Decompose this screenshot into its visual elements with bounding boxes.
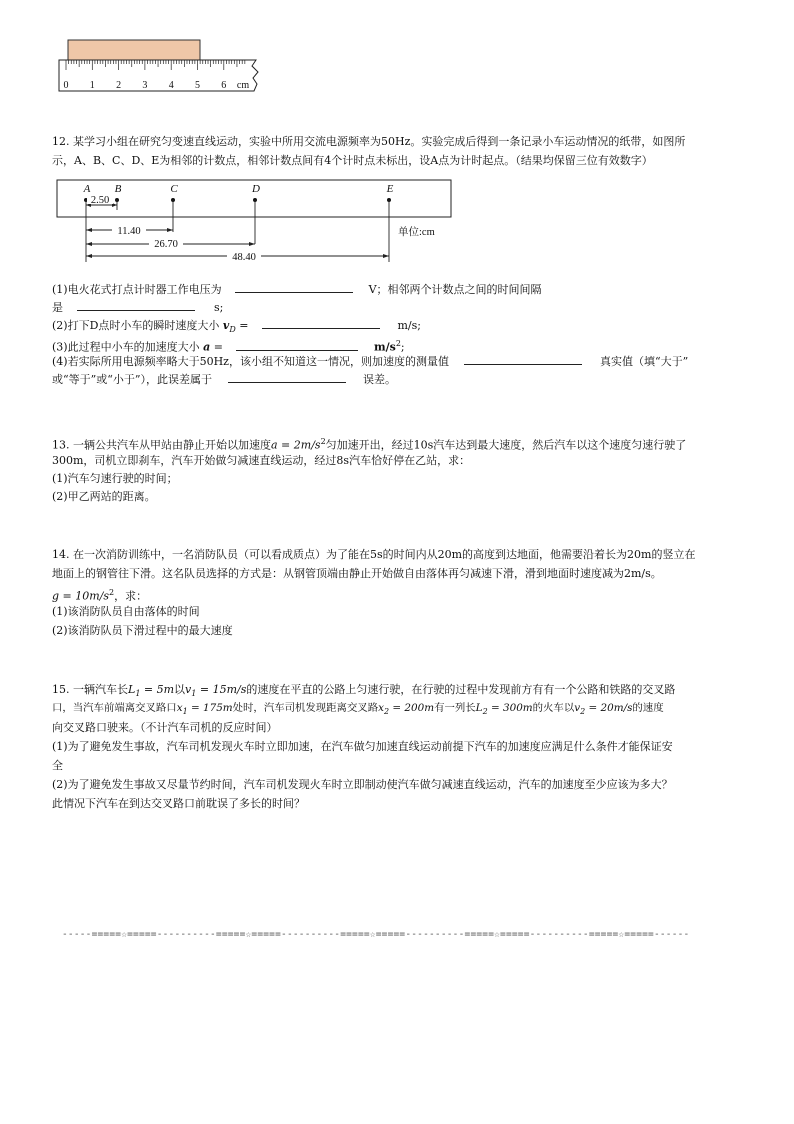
q12-sub3-end: ; xyxy=(400,340,405,354)
ruler-label-5: 5 xyxy=(195,80,200,91)
q15-L1-sub: 1 xyxy=(135,689,141,699)
q12-blank-comparison[interactable] xyxy=(464,352,582,365)
q12-sub1-line xyxy=(52,280,542,299)
arrow-AC-right xyxy=(167,228,173,232)
q15-x2-val: = 200m xyxy=(389,702,435,714)
q15-x2: x xyxy=(378,702,384,714)
q12-sub4-text: (4)若实际所用电源频率略大于50Hz，该小组不知道这一情况，则加速度的测量值 xyxy=(52,355,449,368)
page-separator: -----=====☆=====----------=====☆=====----------=====☆=====----------=====☆=====----------=====☆=====------ xyxy=(62,929,690,940)
q14-line-1: 14. 在一次消防训练中，一名消防队员（可以看成质点）为了能在5s的时间内从20m的高度到达地面，他需要沿着长为20m的竖立在 xyxy=(52,548,696,561)
q15-part-2: (2)为了避免发生事故又尽量节约时间，汽车司机发现火车时立即制动使汽车做匀减速直线运动，汽车的加速度至少应该为多大？ xyxy=(52,778,673,791)
distance-AE: 48.40 xyxy=(232,252,256,263)
ruler-unit: cm xyxy=(236,80,250,91)
q12-sub1-text-b: V；相邻两个计数点之间的时间间隔 xyxy=(368,283,542,296)
q15-part-2-cont: 此情况下汽车在到达交叉路口前耽误了多长的时间？ xyxy=(52,797,305,810)
q15-v1: v xyxy=(185,683,192,696)
q12-sub1-line-2 xyxy=(52,298,223,317)
q12-sub2-subscript: D xyxy=(229,325,236,335)
q15-L2-sub: 2 xyxy=(482,707,488,717)
tape-point-A-label: A xyxy=(83,183,91,195)
q15-text-1b: 以 xyxy=(174,683,186,696)
q12-sub2-eq: = xyxy=(239,319,249,332)
q15-text-1a: 15. 一辆汽车长 xyxy=(52,683,128,696)
tape-point-C-label: C xyxy=(170,183,178,195)
q15-text-2b: 处时，汽车司机发现距离交叉路 xyxy=(232,702,379,714)
q14-part-1: (1)该消防队员自由落体的时间 xyxy=(52,605,200,618)
q14-math-sup: 2 xyxy=(109,588,115,597)
q12-sub1-text: (1)电火花式打点计时器工作电压为 xyxy=(52,283,222,296)
distance-AB: 2.50 xyxy=(90,195,110,206)
measured-block xyxy=(68,40,200,60)
q12-blank-acceleration[interactable] xyxy=(236,338,358,351)
q15-v2: v xyxy=(574,702,581,714)
ruler-figure xyxy=(58,38,268,96)
tape-point-B-label: B xyxy=(114,183,122,195)
tape-point-D-label: D xyxy=(252,183,260,195)
q15-v1-sub: 1 xyxy=(191,689,197,699)
q15-x1-val: = 175m xyxy=(187,702,233,714)
q12-sub3-text: (3)此过程中小车的加速度大小 xyxy=(52,340,200,354)
tape-point-E-label: E xyxy=(386,183,394,195)
q12-stem-line-1: 12. 某学习小组在研究匀变速直线运动，实验中所用交流电源频率为50Hz。实验完成后得到一条记录小车运动情况的纸带，如图所 xyxy=(52,135,686,148)
ruler-label-4: 4 xyxy=(168,80,174,91)
q15-L1-val: = 5m xyxy=(140,683,175,696)
q13-text-b: 匀加速开出，经过10s汽车达到最大速度，然后汽车以这个速度匀速行驶了 xyxy=(325,438,687,452)
q15-L2: L xyxy=(475,702,483,714)
q12-sub2-text: (2)打下D点时小车的瞬时速度大小 xyxy=(52,319,220,332)
q12-sub2-var: v xyxy=(222,319,230,332)
q12-blank-error-type[interactable] xyxy=(228,370,346,383)
q15-line-3: 向交叉路口驶来。（不计汽车司机的反应时间） xyxy=(52,721,278,734)
q15-text-2c: 有一列长 xyxy=(434,702,476,714)
q12-blank-velocity-D[interactable] xyxy=(262,316,380,329)
q12-sub3-unit-sup: 2 xyxy=(395,339,401,348)
q12-sub4-line-2 xyxy=(52,370,396,389)
distance-AD: 26.70 xyxy=(154,239,178,250)
q15-text-2a: 口，当汽车前端离交叉路口 xyxy=(52,702,177,714)
q12-stem-line-2: 示，A、B、C、D、E为相邻的计数点，相邻计数点间有4个计时点未标出，设A点为计时起点。（结果均保留三位有效数字） xyxy=(52,154,653,167)
arrow-AE-right xyxy=(383,254,389,258)
q15-part-1: (1)为了避免发生事故，汽车司机发现火车时立即加速，在汽车做匀加速直线运动前提下汽车的加速度应满足什么条件才能保证安 xyxy=(52,740,673,753)
arrow-AD-left xyxy=(86,242,92,246)
q12-sub4-text-c: 或“等于”或“小于”），此误差属于 xyxy=(52,373,212,386)
q12-blank-interval[interactable] xyxy=(77,298,195,311)
ruler-label-0: 0 xyxy=(63,80,69,91)
q15-text-1c: 的速度在平直的公路上匀速行驶，在行驶的过程中发现前方有有一个公路和铁路的交叉路 xyxy=(246,683,676,696)
tape-unit: 单位:cm xyxy=(398,227,435,238)
q13-math: a = 2m/s xyxy=(271,438,321,452)
q14-math: g = 10m/s xyxy=(52,589,110,603)
arrow-AC-left xyxy=(86,228,92,232)
tape-figure xyxy=(56,176,476,266)
arrow-AE-left xyxy=(86,254,92,258)
q15-text-2d: 的火车以 xyxy=(532,702,575,714)
q13-part-1: (1)汽车匀速行驶的时间； xyxy=(52,472,178,485)
q15-L1: L xyxy=(128,683,136,696)
q14-line-2: 地面上的钢管往下滑。这名队员选择的方式是：从钢管顶端由静止开始做自由落体再匀减速下滑，滑到地面时速度减为2m/s。 xyxy=(52,567,662,580)
q12-sub3-var: a xyxy=(203,340,211,354)
q12-sub4-line xyxy=(52,352,688,371)
q15-text-2e: 的速度 xyxy=(632,702,664,714)
q12-sub3-eq: = xyxy=(213,340,223,354)
q12-sub2-unit: m/s; xyxy=(397,319,421,332)
q12-sub4-text-b: 真实值（填“大于” xyxy=(599,355,689,368)
ruler-label-2: 2 xyxy=(116,80,122,91)
q15-v2-val: = 20m/s xyxy=(585,702,633,714)
ruler-label-1: 1 xyxy=(89,80,95,91)
ruler-label-3: 3 xyxy=(142,80,148,91)
q13-part-2: (2)甲乙两站的距离。 xyxy=(52,490,156,503)
q15-L2-val: = 300m xyxy=(487,702,533,714)
q14-line-3-text: ，求： xyxy=(114,589,148,603)
q15-x2-sub: 2 xyxy=(384,707,390,717)
q15-x1-sub: 1 xyxy=(182,707,188,717)
q12-sub1-text-d: s; xyxy=(214,301,224,314)
q13-math-sup: 2 xyxy=(320,437,326,446)
q12-blank-voltage[interactable] xyxy=(235,280,353,293)
arrow-AD-right xyxy=(249,242,255,246)
ruler-label-6: 6 xyxy=(221,80,227,91)
q15-v1-val: = 15m/s xyxy=(196,683,247,696)
q12-sub1-text-c: 是 xyxy=(52,301,63,314)
distance-AC: 11.40 xyxy=(117,226,141,237)
q12-sub3-unit: m/s xyxy=(373,340,396,354)
q15-x1: x xyxy=(176,702,183,714)
q14-part-2: (2)该消防队员下滑过程中的最大速度 xyxy=(52,624,233,637)
q15-v2-sub: 2 xyxy=(580,707,586,717)
q12-sub4-text-d: 误差。 xyxy=(363,373,396,386)
q15-part-1-cont: 全 xyxy=(52,759,63,772)
q13-line-2: 300m，司机立即刹车，汽车开始做匀减速直线运动，经过8s汽车恰好停在乙站，求： xyxy=(52,454,471,467)
q13-text-a: 13. 一辆公共汽车从甲站由静止开始以加速度 xyxy=(52,438,271,452)
